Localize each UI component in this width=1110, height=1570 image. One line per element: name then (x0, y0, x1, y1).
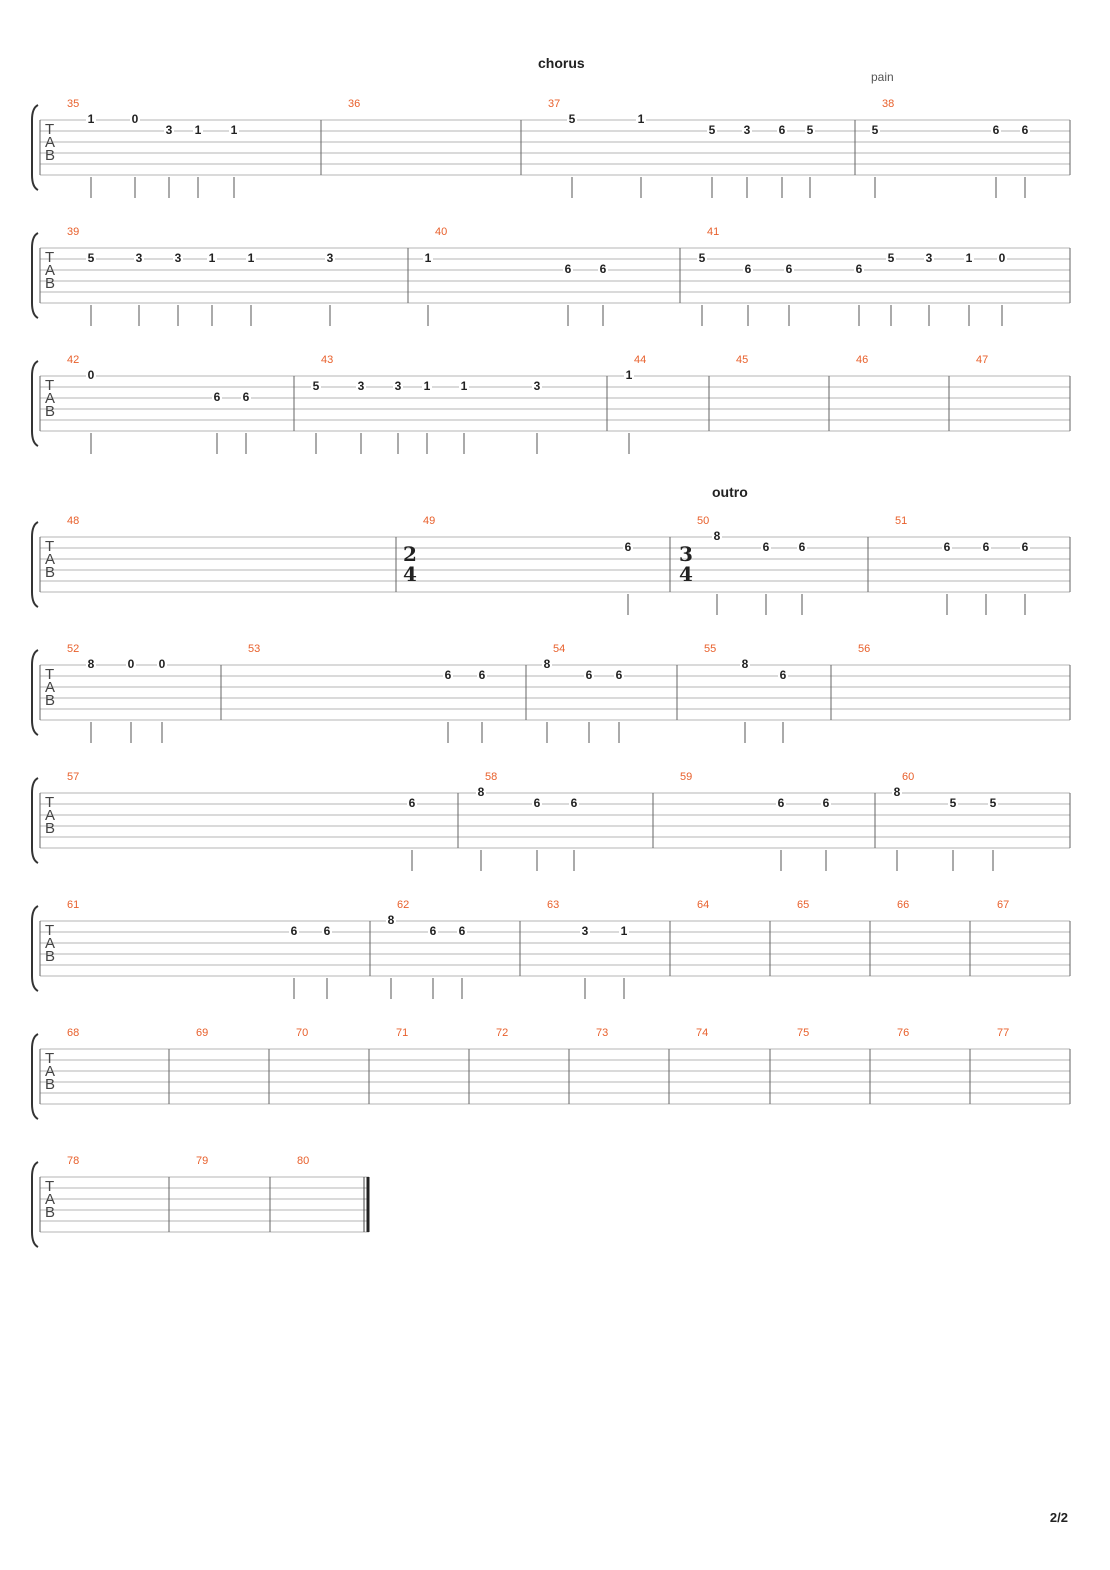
fret-number: 6 (762, 540, 770, 554)
system-brace (32, 522, 38, 607)
tab-clef-letter: A (45, 679, 56, 696)
tab-system (32, 643, 1070, 743)
system-brace (32, 778, 38, 863)
tab-system (32, 1155, 369, 1247)
fret-number: 3 (357, 379, 365, 393)
fret-number: 1 (637, 112, 645, 126)
fret-number: 5 (568, 112, 576, 126)
time-signature-bottom: 4 (679, 562, 693, 586)
tab-clef-letter: T (45, 1050, 55, 1067)
tab-system (32, 515, 1070, 615)
fret-number: 1 (424, 251, 432, 265)
fret-number: 3 (165, 123, 173, 137)
fret-number: 5 (989, 796, 997, 810)
fret-number: 3 (394, 379, 402, 393)
fret-number: 3 (743, 123, 751, 137)
system-brace (32, 1034, 38, 1119)
measure-number: 37 (548, 98, 561, 110)
tab-system (32, 354, 1070, 454)
measure-number: 38 (882, 98, 895, 110)
measure-number: 65 (797, 899, 810, 911)
tab-clef-letter: A (45, 807, 56, 824)
measure-number: 53 (248, 643, 261, 655)
fret-number: 6 (778, 123, 786, 137)
fret-number: 5 (708, 123, 716, 137)
measure-number: 52 (67, 643, 80, 655)
fret-number: 0 (998, 251, 1006, 265)
measure-number: 46 (856, 354, 869, 366)
measure-number: 56 (858, 643, 871, 655)
tab-system (32, 226, 1070, 326)
system-brace (32, 650, 38, 735)
fret-number: 6 (855, 262, 863, 276)
fret-number: 8 (87, 657, 95, 671)
fret-number: 0 (158, 657, 166, 671)
tab-clef-letter: B (45, 275, 56, 292)
tab-clef-letter: B (45, 403, 56, 420)
tab-clef-letter: B (45, 1076, 56, 1093)
measure-number: 55 (704, 643, 717, 655)
fret-number: 6 (323, 924, 331, 938)
fret-number: 8 (713, 529, 721, 543)
fret-number: 3 (925, 251, 933, 265)
fret-number: 6 (242, 390, 250, 404)
section-label-chorus: chorus (538, 55, 585, 71)
measure-number: 54 (553, 643, 566, 655)
measure-number: 35 (67, 98, 80, 110)
tab-clef-letter: T (45, 1178, 55, 1195)
measure-number: 42 (67, 354, 80, 366)
fret-number: 3 (174, 251, 182, 265)
fret-number: 8 (387, 913, 395, 927)
measure-number: 78 (67, 1155, 80, 1167)
tab-clef-letter: B (45, 564, 56, 581)
tab-clef-letter: A (45, 935, 56, 952)
fret-number: 6 (779, 668, 787, 682)
fret-number: 1 (230, 123, 238, 137)
fret-number: 5 (949, 796, 957, 810)
fret-number: 6 (458, 924, 466, 938)
measure-number: 45 (736, 354, 749, 366)
tab-clef-letter: B (45, 1204, 56, 1221)
fret-number: 6 (408, 796, 416, 810)
fret-number: 1 (87, 112, 95, 126)
fret-number: 8 (741, 657, 749, 671)
tab-system (32, 1027, 1070, 1119)
fret-number: 6 (1021, 540, 1029, 554)
measure-number: 79 (196, 1155, 209, 1167)
measure-number: 76 (897, 1027, 910, 1039)
measure-number: 62 (397, 899, 410, 911)
measure-number: 48 (67, 515, 80, 527)
fret-number: 0 (131, 112, 139, 126)
time-signature-top: 2 (403, 542, 417, 566)
measure-number: 40 (435, 226, 448, 238)
fret-number: 6 (570, 796, 578, 810)
fret-number: 5 (698, 251, 706, 265)
tab-system (32, 771, 1070, 871)
fret-number: 6 (585, 668, 593, 682)
fret-number: 6 (624, 540, 632, 554)
annotation-pain: pain (871, 70, 894, 84)
fret-number: 0 (87, 368, 95, 382)
fret-number: 3 (533, 379, 541, 393)
measure-number: 61 (67, 899, 80, 911)
tab-clef-letter: A (45, 551, 56, 568)
tab-clef-letter: T (45, 922, 55, 939)
tab-clef-letter: T (45, 249, 55, 266)
measure-number: 39 (67, 226, 80, 238)
measure-number: 36 (348, 98, 361, 110)
fret-number: 1 (194, 123, 202, 137)
measure-number: 75 (797, 1027, 810, 1039)
fret-number: 8 (477, 785, 485, 799)
tab-clef-letter: T (45, 666, 55, 683)
tab-clef-letter: B (45, 147, 56, 164)
system-brace (32, 361, 38, 446)
measure-number: 44 (634, 354, 647, 366)
tab-clef-letter: B (45, 820, 56, 837)
fret-number: 6 (777, 796, 785, 810)
tab-clef-letter: B (45, 692, 56, 709)
fret-number: 6 (599, 262, 607, 276)
measure-number: 74 (696, 1027, 709, 1039)
time-signature-bottom: 4 (403, 562, 417, 586)
system-brace (32, 105, 38, 190)
fret-number: 6 (564, 262, 572, 276)
fret-number: 5 (87, 251, 95, 265)
fret-number: 6 (213, 390, 221, 404)
fret-number: 6 (1021, 123, 1029, 137)
fret-number: 5 (312, 379, 320, 393)
tab-clef-letter: A (45, 1063, 56, 1080)
measure-number: 51 (895, 515, 908, 527)
fret-number: 1 (208, 251, 216, 265)
tab-clef-letter: A (45, 134, 56, 151)
fret-number: 6 (444, 668, 452, 682)
fret-number: 0 (127, 657, 135, 671)
tab-clef-letter: T (45, 794, 55, 811)
fret-number: 5 (887, 251, 895, 265)
tab-clef-letter: A (45, 262, 56, 279)
fret-number: 1 (460, 379, 468, 393)
fret-number: 1 (247, 251, 255, 265)
fret-number: 5 (806, 123, 814, 137)
fret-number: 1 (423, 379, 431, 393)
fret-number: 6 (785, 262, 793, 276)
fret-number: 6 (429, 924, 437, 938)
measure-number: 50 (697, 515, 710, 527)
measure-number: 80 (297, 1155, 310, 1167)
fret-number: 6 (943, 540, 951, 554)
fret-number: 6 (533, 796, 541, 810)
measure-number: 49 (423, 515, 436, 527)
fret-number: 1 (625, 368, 633, 382)
system-brace (32, 1162, 38, 1247)
tab-clef-letter: T (45, 377, 55, 394)
tab-clef-letter: A (45, 390, 56, 407)
tab-clef-letter: T (45, 121, 55, 138)
measure-number: 59 (680, 771, 693, 783)
fret-number: 5 (871, 123, 879, 137)
measure-number: 68 (67, 1027, 80, 1039)
measure-number: 69 (196, 1027, 209, 1039)
fret-number: 1 (965, 251, 973, 265)
fret-number: 6 (615, 668, 623, 682)
fret-number: 8 (893, 785, 901, 799)
measure-number: 57 (67, 771, 80, 783)
measure-number: 58 (485, 771, 498, 783)
fret-number: 6 (744, 262, 752, 276)
measure-number: 70 (296, 1027, 309, 1039)
measure-number: 64 (697, 899, 710, 911)
fret-number: 1 (620, 924, 628, 938)
measure-number: 63 (547, 899, 560, 911)
fret-number: 6 (992, 123, 1000, 137)
system-brace (32, 233, 38, 318)
measure-number: 73 (596, 1027, 609, 1039)
fret-number: 3 (326, 251, 334, 265)
fret-number: 3 (581, 924, 589, 938)
measure-number: 77 (997, 1027, 1010, 1039)
measure-number: 71 (396, 1027, 409, 1039)
measure-number: 43 (321, 354, 334, 366)
tab-system (32, 98, 1070, 198)
tab-system (32, 899, 1070, 999)
measure-number: 67 (997, 899, 1010, 911)
fret-number: 6 (798, 540, 806, 554)
fret-number: 6 (982, 540, 990, 554)
fret-number: 8 (543, 657, 551, 671)
time-signature-top: 3 (679, 542, 693, 566)
measure-number: 47 (976, 354, 989, 366)
measure-number: 72 (496, 1027, 509, 1039)
tab-clef-letter: B (45, 948, 56, 965)
fret-number: 6 (822, 796, 830, 810)
measure-number: 60 (902, 771, 915, 783)
measure-number: 66 (897, 899, 910, 911)
fret-number: 6 (478, 668, 486, 682)
measure-number: 41 (707, 226, 720, 238)
system-brace (32, 906, 38, 991)
fret-number: 6 (290, 924, 298, 938)
section-label-outro: outro (712, 484, 748, 500)
tab-clef-letter: T (45, 538, 55, 555)
tab-clef-letter: A (45, 1191, 56, 1208)
page-number: 2/2 (1049, 1510, 1068, 1525)
fret-number: 3 (135, 251, 143, 265)
